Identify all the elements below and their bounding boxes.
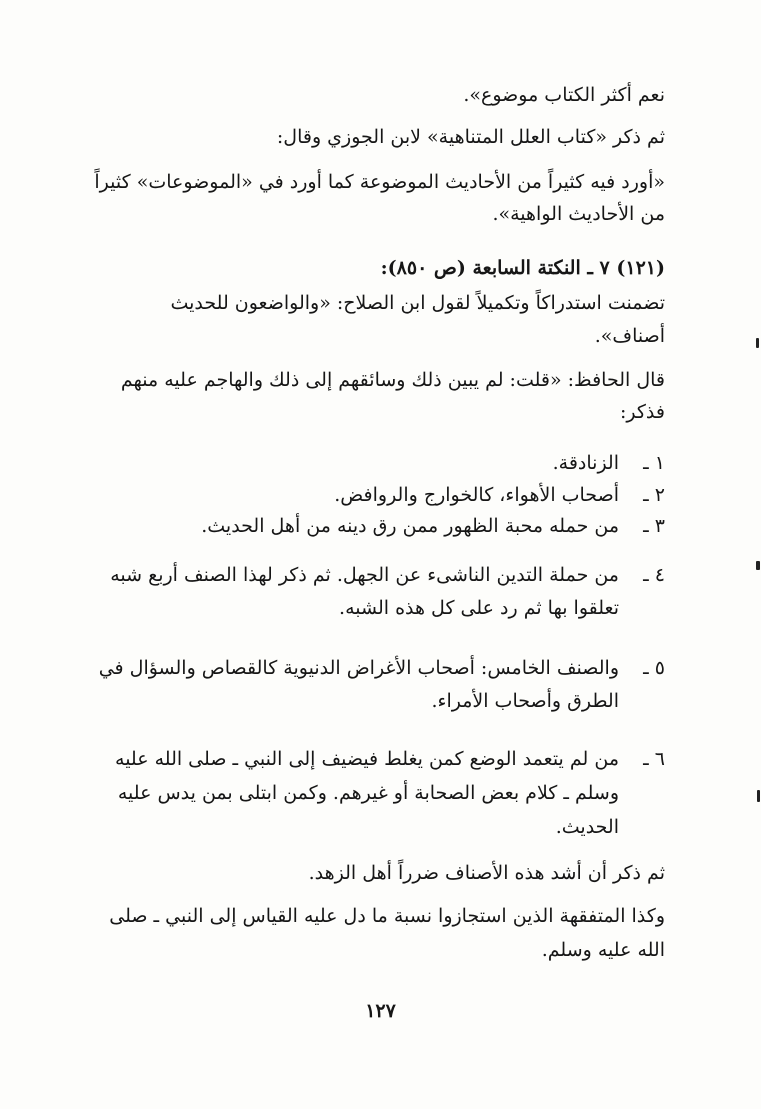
list-item-text: من حمله محبة الظهور ممن رق دينه من أهل الحديث. [201,515,619,537]
text-line: نعم أكثر الكتاب موضوع». [463,84,665,106]
list-item-text: أصحاب الأهواء، كالخوارج والروافض. [334,484,619,506]
quote-line: من الأحاديث الواهية». [492,203,665,225]
list-item-text: الزنادقة. [552,452,619,474]
text-line: فذكر: [620,401,665,423]
list-item-text: الحديث. [555,816,619,838]
text-line: ثم ذكر أن أشد هذه الأصناف ضرراً أهل الزهد. [308,862,665,884]
list-item-number: ٢ ـ [643,484,665,506]
section-heading: (١٢١) ٧ ـ النكتة السابعة (ص ٨٥٠): [380,257,665,279]
scan-mark [757,790,760,802]
list-item-number: ٤ ـ [643,564,665,586]
scan-mark [756,561,760,570]
list-item-text: من حملة التدين الناشىء عن الجهل. ثم ذكر لهذا الصنف أربع شبه [110,564,619,586]
list-item-text: من لم يتعمد الوضع كمن يغلط فيضيف إلى النبي ـ صلى الله عليه [115,748,619,770]
text-line: ثم ذكر «كتاب العلل المتناهية» لابن الجوزي وقال: [276,126,665,148]
list-item-text: تعلقوا بها ثم رد على كل هذه الشبه. [339,597,619,619]
text-line: قال الحافظ: «قلت: لم يبين ذلك وسائقهم إلى ذلك والهاجم عليه منهم [120,369,665,391]
text-line: أصناف». [594,325,665,347]
text-line: وكذا المتفقهة الذين استجازوا نسبة ما دل عليه القياس إلى النبي ـ صلى [109,905,665,927]
list-item-text: الطرق وأصحاب الأمراء. [431,690,619,712]
list-item-number: ٦ ـ [643,748,665,770]
list-item-number: ٣ ـ [643,515,665,537]
list-item-text: والصنف الخامس: أصحاب الأغراض الدنيوية كالقصاص والسؤال في [98,657,619,679]
text-line: تضمنت استدراكاً وتكميلاً لقول ابن الصلاح: «والواضعون للحديث [170,292,665,314]
list-item-text: وسلم ـ كلام بعض الصحابة أو غيرهم. وكمن ابتلى بمن يدس عليه [117,782,619,804]
scan-mark [756,338,759,348]
list-item-number: ٥ ـ [643,657,665,679]
quote-line: «أورد فيه كثيراً من الأحاديث الموضوعة كما أورد في «الموضوعات» كثيراً [94,171,665,193]
page-number: ١٢٧ [365,1000,396,1022]
text-line: الله عليه وسلم. [541,939,665,961]
list-item-number: ١ ـ [643,452,665,474]
